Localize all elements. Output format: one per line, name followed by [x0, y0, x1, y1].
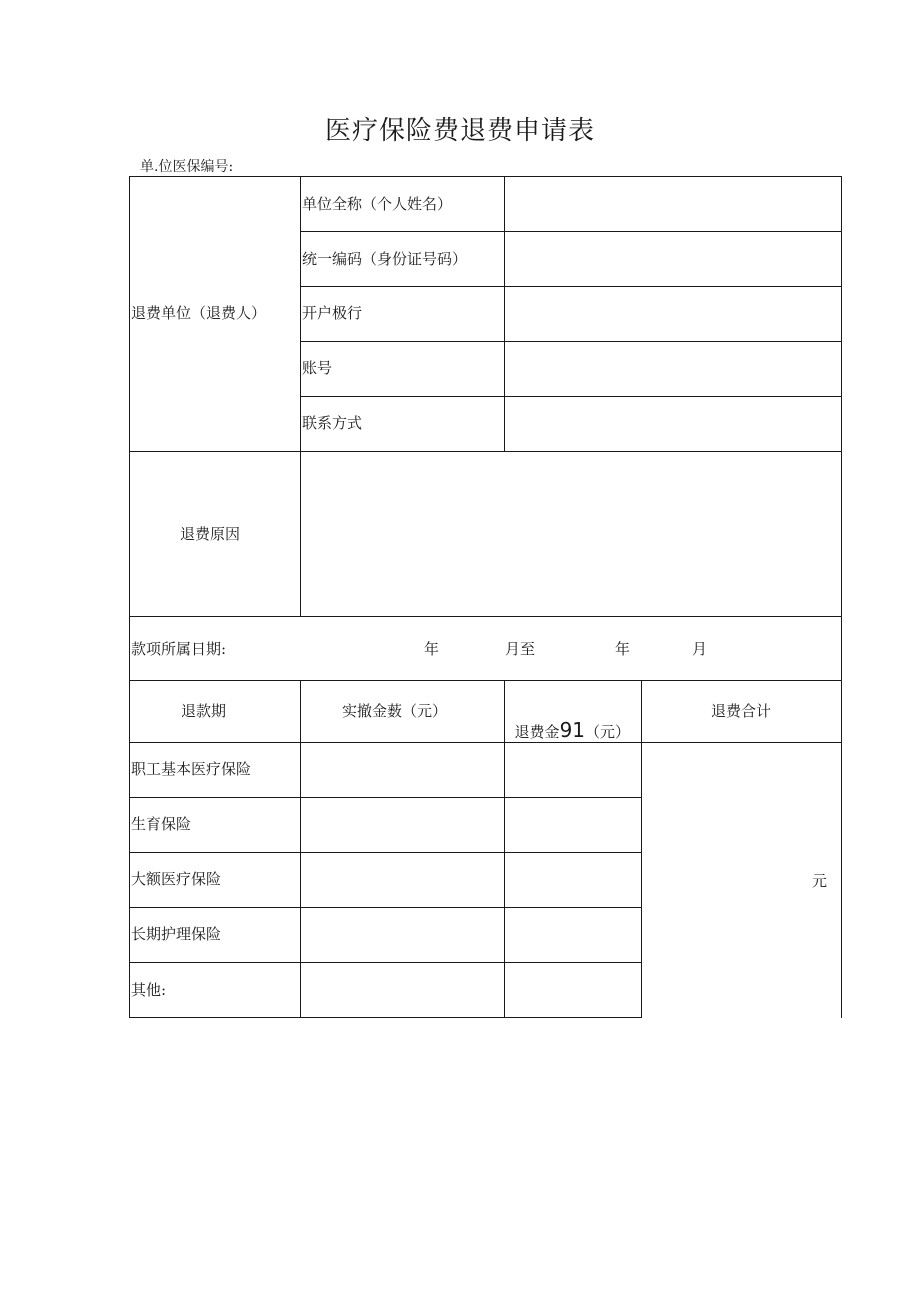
full-name-label: 单位全称（个人姓名） — [302, 195, 453, 213]
grid-line — [129, 852, 641, 853]
account-label: 账号 — [302, 359, 333, 377]
grid-line — [504, 176, 505, 451]
id-code-field[interactable] — [506, 233, 840, 285]
account-field[interactable] — [506, 343, 840, 395]
paid-field-long-term-care[interactable] — [302, 909, 502, 961]
paid-field-employee-medical[interactable] — [302, 744, 502, 796]
grid-line — [129, 451, 842, 452]
refund-field-employee-medical[interactable] — [506, 744, 639, 796]
grid-line — [129, 742, 842, 743]
reason-field[interactable] — [302, 453, 840, 615]
row-label-maternity: 生育保险 — [131, 815, 192, 833]
header-refund-suffix: （元） — [585, 723, 631, 741]
header-refund-prefix: 退费金 — [514, 723, 560, 741]
refund-field-other[interactable] — [506, 964, 639, 1016]
refund-field-maternity[interactable] — [506, 799, 639, 851]
header-refund-total: 退费合计 — [711, 702, 772, 720]
period-year-2: 年 — [615, 640, 631, 658]
grid-line — [129, 1017, 641, 1018]
grid-line — [129, 176, 130, 1018]
period-label: 款项所属日期: — [131, 640, 227, 658]
row-label-employee-medical: 职工基本医疗保险 — [131, 760, 252, 778]
grid-line — [641, 680, 642, 1018]
period-month-2: 月 — [692, 640, 708, 658]
row-label-major-medical: 大额医疗保险 — [131, 870, 222, 888]
period-month-to: 月至 — [505, 640, 536, 658]
id-code-label: 统一编码（身份证号码） — [302, 250, 468, 268]
header-paid-amount: 实撤金薮（元） — [342, 702, 448, 720]
refund-total-unit: 元 — [812, 872, 828, 890]
bank-field[interactable] — [506, 288, 840, 340]
header-refund-period: 退款期 — [181, 702, 227, 720]
paid-field-major-medical[interactable] — [302, 854, 502, 906]
grid-line — [129, 680, 842, 681]
grid-line — [129, 797, 641, 798]
grid-line — [129, 176, 842, 177]
header-refund-number: 91 — [559, 718, 586, 742]
grid-line — [300, 396, 842, 397]
header-refund-amount — [505, 700, 630, 742]
contact-field[interactable] — [506, 398, 840, 450]
grid-line — [129, 962, 641, 963]
form-title: 医疗保险费退费申请表 — [324, 116, 595, 146]
row-label-other: 其他: — [131, 981, 167, 999]
grid-line — [129, 616, 842, 617]
refund-field-long-term-care[interactable] — [506, 909, 639, 961]
grid-line — [129, 907, 641, 908]
full-name-field[interactable] — [506, 178, 840, 230]
period-year-1: 年 — [424, 640, 440, 658]
grid-line — [841, 176, 842, 1018]
grid-line — [300, 286, 842, 287]
grid-line — [300, 231, 842, 232]
refund-field-major-medical[interactable] — [506, 854, 639, 906]
contact-label: 联系方式 — [302, 414, 363, 432]
refund-total-field[interactable] — [643, 744, 839, 1016]
bank-label: 开户极行 — [302, 304, 363, 322]
unit-code-label: 单.位医保编号: — [140, 159, 234, 175]
row-label-long-term-care: 长期护理保险 — [131, 925, 222, 943]
grid-line — [300, 341, 842, 342]
grid-line — [300, 176, 301, 616]
grid-line — [300, 680, 301, 1018]
applicant-section-label: 退费单位（退费人） — [131, 304, 267, 322]
paid-field-other[interactable] — [302, 964, 502, 1016]
paid-field-maternity[interactable] — [302, 799, 502, 851]
reason-label: 退费原因 — [180, 525, 241, 543]
